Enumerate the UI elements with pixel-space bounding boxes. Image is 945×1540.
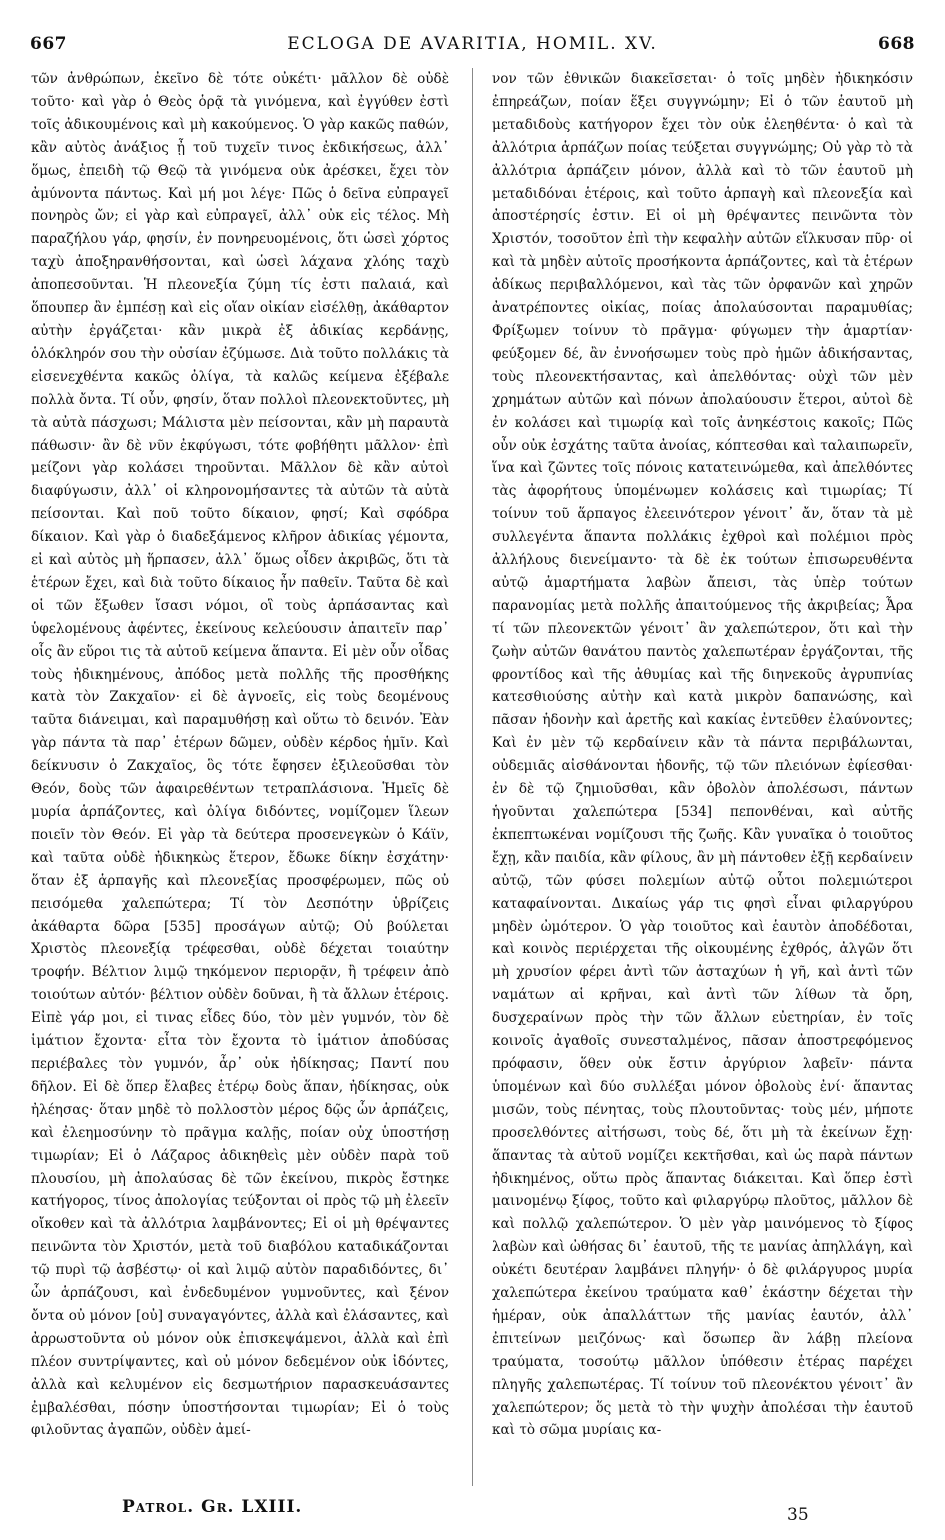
left-column [31, 68, 449, 1486]
right-column [492, 68, 913, 1486]
right-column-text: νον τῶν ἐθνικῶν διακεῖσεται· ὁ τοῖς μηδὲν ἠδικηκόσιν ἐπηρεάζων, ποίαν ἕξει συγγνώμην; Εἰ ὁ τῶν ἑαυτοῦ μὴ μεταδιδοὺς κατήγορον ἔχει τὸν οὐκ ἐλεηθέντα· ὁ καὶ τὰ ἀλλότρια ἁρπάζων ποίας τεύξεται συγγνώμης; Οὐ γὰρ τὸ τὰ ἀλλότρια ἁρπάζειν μόνον, ἀλλὰ καὶ τὸ τῶν ἑαυτοῦ μὴ μεταδιδόναι ἑτέροις, καὶ τοῦτο ἁρπαγὴ καὶ πλεονεξία καὶ ἀποστέρησίς ἐστιν. Εἰ οἱ μὴ θρέψαντες πεινῶντα τὸν Χριστόν, τοσοῦτον ἐπὶ τὴν κεφαλὴν αὐτῶν εἵλκυσαν πῦρ· οἱ καὶ τὰ μηδὲν αὐτοῖς προσήκοντα ἁρπάζοντες, καὶ τὰ ἑτέρων ἀδίκως περιβαλλόμενοι, καὶ τὰς τῶν ὀρφανῶν καὶ χηρῶν ἀνατρέποντες οἰκίας, ποίας ἀπολαύσονται παραμυθίας; Φρίξωμεν τοίνυν τὸ πρᾶγμα· φύγωμεν τὴν ἁμαρτίαν· φεύξομεν δέ, ἂν ἐννοήσωμεν τοὺς πρὸ ἡμῶν ἀδικήσαντας, τοὺς πλεονεκτήσαντας, καὶ ἀπελθόντας· οὐχὶ τῶν μὲν χρημάτων αὐτῶν καὶ πόνων ἀπολαύουσιν ἕτεροι, αὐτοὶ δὲ ἐν κολάσει καὶ τιμωρίᾳ καὶ τοῖς ἀνηκέστοις κακοῖς; Πῶς οὖν οὐκ ἐσχάτης ταῦτα ἀνοίας, κόπτεσθαι καὶ ταλαιπωρεῖν, ἵνα καὶ ζῶντες τοῖς πόνοις κατατεινώμεθα, καὶ ἀπελθόντες τὰς ἀφορήτους ὑπομένωμεν κολάσεις καὶ τιμωρίας; Τί τοίνυν τοῦ ἅρπαγος ἐλεεινότερον γένοιτ᾽ ἄν, ὅταν τὰ μὲ συλλεγέντα ἅπαντα πολλάκις ἐχθροὶ καὶ πολέμιοι πρὸς ἀλλήλους διενείμαντο· τὰ δὲ ἐκ τούτων ἐπισωρευθέντα αὐτῷ ἁμαρτήματα λαβὼν ἄπεισι, τὰς ὑπὲρ τούτων παρανομίας μετὰ πολλῆς ἀπαιτούμενος τῆς ἀκριβείας; Ἆρα τί τῶν πλεονεκτῶν γένοιτ᾽ ἂν χαλεπώτερον, ὅτι καὶ τὴν ζωὴν αὐτῶν θανάτου παντὸς χαλεπωτέραν ἐργάζονται, τῆς φροντίδος καὶ τῆς ἀθυμίας καὶ τῆς διηνεκοῦς ἀγρυπνίας κατεσθιούσης αὐτὴν καὶ κατὰ μικρὸν δαπανώσης, καὶ πᾶσαν ἡδονὴν καὶ ἀρετῆς καὶ κακίας ἐντεῦθεν ἐλαύνοντες; Καὶ ἐν μὲν τῷ κερδαίνειν κἂν τὰ πάντα περιβάλωνται, οὐδεμιᾶς αἰσθάνονται ἡδονῆς, τῷ τῶν πλειόνων ἐφίεσθαι· ἐν δὲ τῷ ζημιοῦσθαι, κἂν ὀβολὸν ἀπολέσωσι, πάντων ἡγοῦνται χαλεπώτερα [534] πεπονθέναι, καὶ αὐτῆς ἐκπεπτωκέναι νομίζουσι τῆς ζωῆς. Κἂν γυναῖκα ὁ τοιοῦτος ἔχῃ, κἂν παιδία, κἂν φίλους, ἂν μὴ πάντοθεν ἐξῇ κερδαίνειν αὐτῷ, τῶν φύσει πολεμίων αὐτῷ οὗτοι πολεμιώτεροι καταφαίνονται. Δικαίως γάρ τις φησὶ εἶναι φιλαργύρου μηδὲν ὠμότερον. Ὁ γὰρ τοιοῦτος καὶ ἑαυτὸν ἀποδέδοται, καὶ κοινὸς περιέρχεται τῆς οἰκουμένης ἐχθρός, ἀλγῶν ὅτι μὴ χρυσίον φέρει ἀντὶ τῶν ἀσταχύων ἡ γῆ, καὶ ἀντὶ τῶν ναμάτων αἱ κρῆναι, καὶ ἀντὶ τῶν λίθων τὰ ὄρη, δυσχεραίνων πρὸς τὴν τῶν ἄλλων εὐετηρίαν, ἐν τοῖς κοινοῖς ἀγαθοῖς συνεσταλμένος, πᾶσαν ἀποστρεφόμενος πρόφασιν, ὅθεν οὐκ ἔστιν ἀργύριον λαβεῖν· πάντα ὑπομένων καὶ δύο συλλέξαι μόνον ὀβολοὺς ἐνί· ἅπαντας μισῶν, τοὺς πένητας, τοὺς πλουτοῦντας· τοὺς μέν, μήποτε προσελθόντες αἰτήσωσι, τοὺς δέ, ὅτι μὴ τὰ ἐκείνων ἔχῃ· ἅπαντας τὰ αὐτοῦ νομίζει κεκτῆσθαι, καὶ ὡς παρὰ πάντων ἠδικημένος, οὕτω πρὸς ἅπαντας διάκειται. Καὶ ὅπερ ἐστὶ μαινομένῳ ξίφος, τοῦτο καὶ φιλαργύρῳ πλοῦτος, μᾶλλον δὲ καὶ πολλῷ χαλεπώτερον. Ὁ μὲν γὰρ μαινόμενος τὸ ξίφος λαβὼν καὶ ὠθήσας δι᾽ ἑαυτοῦ, τῆς τε μανίας ἀπηλλάγη, καὶ οὐκέτι δευτέραν λαμβάνει πληγήν· ὁ δὲ φιλάργυρος μυρία χαλεπώτερα ἐκείνου τραύματα καθ᾽ ἑκάστην δέχεται τὴν ἡμέραν, οὐκ ἀπαλλάττων τῆς μανίας ἑαυτόν, ἀλλ᾽ ἐπιτείνων μειζόνως· καὶ ὅσωπερ ἂν λάβῃ πλείονα τραύματα, τοσούτῳ μᾶλλον ὑπόθεσιν ἑτέρας παρέχει πληγῆς χαλεπωτέρας. Τί τοίνυν τοῦ πλεονέκτου γένοιτ᾽ ἂν χαλεπώτερον; ὅς μετὰ τὸ τὴν ψυχὴν ἀπολέσαι τὴν ἑαυτοῦ καὶ τὸ σῶμα μυρίαις κα- [492, 71, 913, 1439]
page-number-left: 667 [30, 34, 67, 54]
page-number-right: 668 [878, 34, 915, 54]
footer-signature-number: 35 [787, 1505, 809, 1525]
left-column-text: τῶν ἀνθρώπων, ἐκεῖνο δὲ τότε οὐκέτι· μᾶλλον δὲ οὐδὲ τοῦτο· καὶ γὰρ ὁ Θεὸς ὁρᾷ τὰ γινόμενα, καὶ ἐγγύθεν ἐστὶ τοῖς ἀδικουμένοις καὶ μὴ κακούμενος. Ὁ γὰρ κακῶς παθών, κἂν αὐτὸς ἀνάξιος ᾖ τοῦ τυχεῖν τινος ἐκδικήσεως, ἀλλ᾽ ὅμως, ἐπειδὴ τῷ Θεῷ τὰ γινόμενα οὐκ ἀρέσκει, ἔχει τὸν ἀμύνοντα πάντως. Καὶ μή μοι λέγε· Πῶς ὁ δεῖνα εὐπραγεῖ πονηρὸς ὤν; εἰ γὰρ καὶ εὐπραγεῖ, ἀλλ᾽ οὐκ εἰς τέλος. Μὴ παραζήλου γάρ, φησίν, ἐν πονηρευομένοις, ὅτι ὡσεὶ χόρτος ταχὺ ἀποξηρανθήσονται, καὶ ὡσεὶ λάχανα χλόης ταχὺ ἀποπεσοῦνται. Ἡ πλεονεξία ζύμη τίς ἐστι παλαιά, καὶ ὅπουπερ ἂν ἐμπέσῃ καὶ εἰς οἵαν οἰκίαν εἰσέλθῃ, ἀκάθαρτον αὐτὴν ἐργάζεται· κἂν μικρὰ ἐξ ἀδικίας κερδάνῃς, ὁλόκληρόν σου τὴν οὐσίαν ἐζύμωσε. Διὰ τοῦτο πολλάκις τὰ εἰσενεχθέντα κακῶς ὀλίγα, τὰ καλῶς κείμενα ἐξέβαλε πολλὰ ὄντα. Τί οὖν, φησίν, ὅταν πολλοὶ πλεονεκτοῦντες, μὴ τὰ αὐτὰ πάσχωσι; Μάλιστα μὲν πείσονται, κἂν μὴ παραυτὰ πάθωσιν· ἂν δὲ νῦν ἐκφύγωσι, τότε φοβήθητι μᾶλλον· ἐπὶ μείζονι γὰρ κολάσει τηροῦνται. Μᾶλλον δὲ κἂν αὐτοὶ διαφύγωσιν, ἀλλ᾽ οἱ κληρονομήσαντες τὰ αὐτῶν τὰ αὐτὰ πείσονται. Καὶ ποῦ τοῦτο δίκαιον, φησί; Καὶ σφόδρα δίκαιον. Καὶ γὰρ ὁ διαδεξάμενος κλῆρον ἀδικίας γέμοντα, εἰ καὶ αὐτὸς μὴ ἥρπασεν, ἀλλ᾽ ὅμως οἶδεν ἀκριβῶς, ὅτι τὰ ἑτέρων ἔχει, καὶ διὰ τοῦτο δίκαιος ἦν παθεῖν. Ταῦτα δὲ καὶ οἱ τῶν ἔξωθεν ἴσασι νόμοι, οἳ τοὺς ἁρπάσαντας καὶ ὑφελομένους ἀφέντες, ἐκείνους κελεύουσιν ἀπαιτεῖν παρ᾽ οἷς ἂν εὕροι τις τὰ αὐτοῦ κείμενα ἅπαντα. Εἰ μὲν οὖν οἶδας τοὺς ἠδικημένους, ἀπόδος μετὰ πολλῆς τῆς προσθήκης κατὰ τὸν Ζακχαῖον· εἰ δὲ ἀγνοεῖς, εἰς τοὺς δεομένους ταῦτα διάνειμαι, καὶ παραμυθήσῃ καὶ οὕτω τὸ δεινόν. Ἐὰν γὰρ πάντα τὰ παρ᾽ ἑτέρων δῶμεν, οὐδὲν κέρδος ἡμῖν. Καὶ δείκνυσιν ὁ Ζακχαῖος, ὃς τότε ἔφησεν ἐξιλεοῦσθαι τὸν Θεόν, δοὺς τῶν ἀφαιρεθέντων τετραπλάσιονα. Ἡμεῖς δὲ μυρία ἁρπάζοντες, καὶ ὀλίγα διδόντες, νομίζομεν ἵλεων ποιεῖν τὸν Θεόν. Εἰ γὰρ τὰ δεύτερα προσενεγκὼν ὁ Κάϊν, καὶ ταῦτα οὐδὲ ἠδικηκὼς ἕτερον, ἔδωκε δίκην ἐσχάτην· ὅταν ἐξ ἁρπαγῆς καὶ πλεονεξίας προσφέρωμεν, πῶς οὐ πεισόμεθα χαλεπώτερα; Τί τὸν Δεσπότην ὑβρίζεις ἀκάθαρτα δῶρα [535] προσάγων αὐτῷ; Οὐ βούλεται Χριστὸς πλεονεξίᾳ τρέφεσθαι, οὐδὲ δέχεται τοιαύτην τροφήν. Βέλτιον λιμῷ τηκόμενον περιορᾷν, ἢ τρέφειν ἀπὸ τοιούτων αὐτόν· βέλτιον οὐδὲν δοῦναι, ἢ τὰ ἄλλων ἑτέροις. Εἰπὲ γάρ μοι, εἰ τινας εἶδες δύο, τὸν μὲν γυμνόν, τὸν δὲ ἱμάτιον ἔχοντα· εἶτα τὸν ἔχοντα τὸ ἱμάτιον ἀποδύσας περιέβαλες τὸν γυμνόν, ἆρ᾽ οὐκ ἠδίκησας; Παντί που δῆλον. Εἰ δὲ ὅπερ ἔλαβες ἑτέρῳ δοὺς ἅπαν, ἠδίκησας, οὐκ ἠλέησας· ὅταν μηδὲ τὸ πολλοστὸν μέρος δῷς ὧν ἁρπάζεις, καὶ ἐλεημοσύνην τὸ πρᾶγμα καλῇς, ποίαν οὐχ ὑποστήσῃ τιμωρίαν; Εἰ ὁ Λάζαρος ἀδικηθεὶς μὲν οὐδὲν παρὰ τοῦ πλουσίου, μὴ ἀπολαύσας δὲ τῶν ἐκείνου, πικρὸς ἔστηκε κατήγορος, τίνος ἀπολογίας τεύξονται οἱ πρὸς τῷ μὴ ἐλεεῖν οἴκοθεν καὶ τὰ ἀλλότρια λαμβάνοντες; Εἰ οἱ μὴ θρέψαντες πεινῶντα τὸν Χριστόν, μετὰ τοῦ διαβόλου καταδικάζονται τῷ πυρὶ τῷ ἀσβέστῳ· οἱ καὶ λιμῷ αὐτὸν παραδιδόντες, δι᾽ ὧν ἁρπάζουσι, καὶ ἐνδεδυμένον γυμνοῦντες, καὶ ξένον ὄντα οὐ μόνον [οὐ] συναγαγόντες, ἀλλὰ καὶ ἐλάσαντες, καὶ ἀρρωστοῦντα οὐ μόνον οὐκ ἐπισκεψάμενοι, ἀλλὰ καὶ ἐπὶ πλέον συντρίψαντες, καὶ οὐ μόνον δεδεμένον οὐκ ἰδόντες, ἀλλὰ καὶ κελυμένον εἰς δεσμωτήριον παρασκευάσαντες ἐμβαλέσθαι, πόσην ὑποστήσονται τιμωρίαν; Εἰ ὁ τοὺς φιλοῦντας ἀγαπῶν, οὐδὲν ἀμεί- [31, 71, 449, 1439]
running-head [30, 30, 915, 56]
footer-signature: Patrol. Gr. LXIII. [122, 1497, 303, 1517]
running-title: ECLOGA DE AVARITIA, HOMIL. XV. [287, 34, 658, 54]
column-divider [472, 68, 473, 1486]
